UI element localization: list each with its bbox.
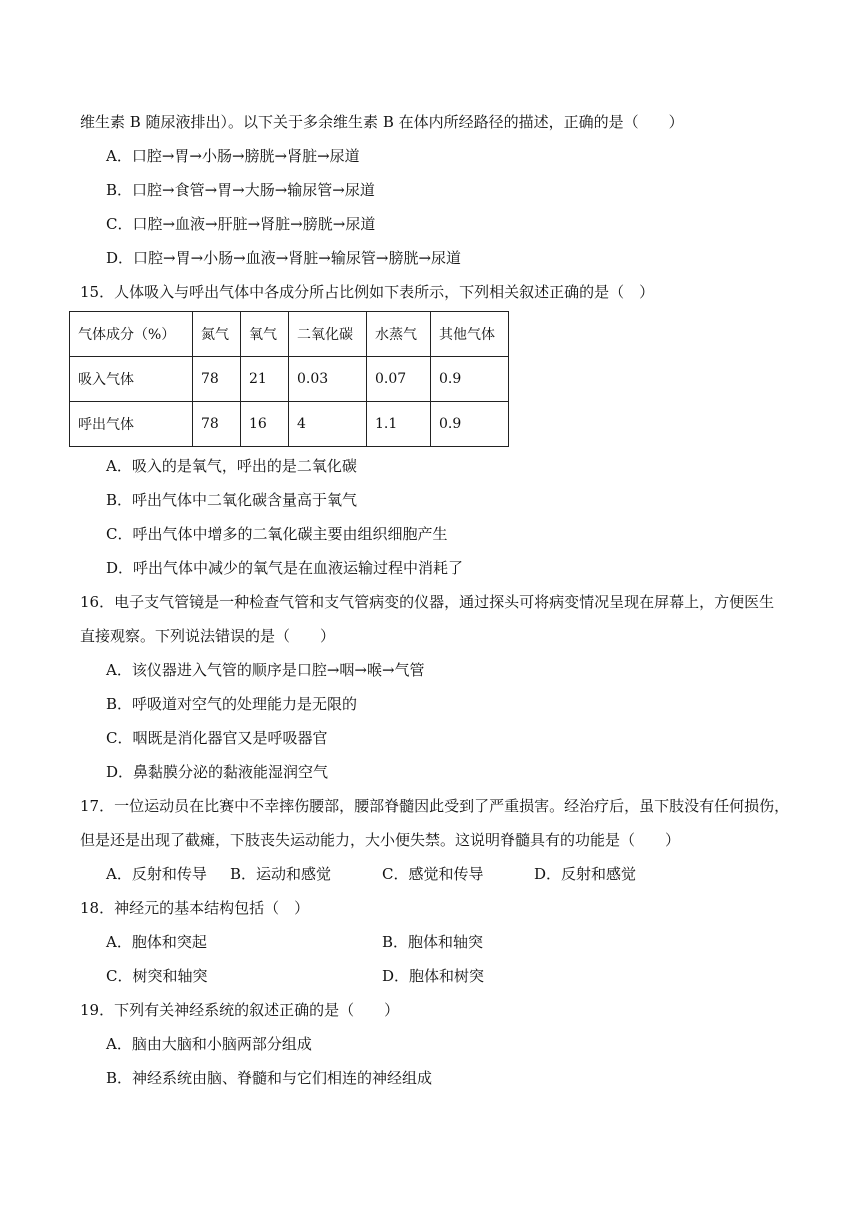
q14-stem-tail: 维生素 B 随尿液排出）。以下关于多余维生素 B 在体内所经路径的描述，正确的是（ ） (80, 113, 684, 131)
table-cell: 1.1 (367, 402, 431, 447)
q17-option-b: B．运动和感觉 (230, 865, 332, 883)
table-cell: 0.07 (367, 357, 431, 402)
q15-option-d: D．呼出气体中减少的氧气是在血液运输过程中消耗了 (106, 559, 464, 577)
q15-option-b: B．呼出气体中二氧化碳含量高于氧气 (106, 491, 358, 509)
q17-stem-line2: 但是还是出现了截瘫，下肢丧失运动能力，大小便失禁。这说明脊髓具有的功能是（ ） (80, 831, 681, 849)
table-cell: 78 (193, 357, 241, 402)
table-cell: 78 (193, 402, 241, 447)
q16-option-d: D．鼻黏膜分泌的黏液能湿润空气 (106, 763, 329, 781)
table-cell: 呼出气体 (70, 402, 193, 447)
q17-options-row (106, 864, 806, 884)
q18-options-row2 (106, 966, 806, 986)
q18-option-b: B．胞体和轴突 (382, 933, 484, 951)
table-header-cell: 二氧化碳 (289, 312, 367, 357)
table-cell: 21 (241, 357, 289, 402)
q18-option-c: C．树突和轴突 (106, 967, 208, 985)
gas-composition-table (69, 311, 509, 447)
table-header-cell: 其他气体 (431, 312, 509, 357)
q16-option-b: B．呼吸道对空气的处理能力是无限的 (106, 695, 358, 713)
q18-option-a: A．胞体和突起 (106, 933, 207, 951)
table-header-cell: 氮气 (193, 312, 241, 357)
q14-option-c: C．口腔→血液→肝脏→肾脏→膀胱→尿道 (106, 215, 376, 233)
table-cell: 吸入气体 (70, 357, 193, 402)
q19-stem: 19．下列有关神经系统的叙述正确的是（ ） (80, 1001, 400, 1019)
q14-option-a: A．口腔→胃→小肠→膀胱→肾脏→尿道 (106, 147, 360, 165)
table-header-cell: 气体成分（%） (70, 312, 193, 357)
table-cell: 0.9 (431, 402, 509, 447)
q15-option-a: A．吸入的是氧气，呼出的是二氧化碳 (106, 457, 357, 475)
q19-option-a: A．脑由大脑和小脑两部分组成 (106, 1035, 312, 1053)
table-cell: 16 (241, 402, 289, 447)
q16-stem-line2: 直接观察。下列说法错误的是（ ） (80, 627, 336, 645)
q14-option-b: B．口腔→食管→胃→大肠→输尿管→尿道 (106, 181, 375, 199)
q17-option-d: D．反射和感觉 (534, 865, 637, 883)
q15-stem: 15．人体吸入与呼出气体中各成分所占比例如下表所示，下列相关叙述正确的是（ ） (80, 283, 655, 301)
table-header-row (70, 312, 509, 357)
q17-stem-line1: 17．一位运动员在比赛中不幸摔伤腰部，腰部脊髓因此受到了严重损害。经治疗后，虽下肢没有任何损伤， (80, 797, 790, 815)
q15-option-c: C．呼出气体中增多的二氧化碳主要由组织细胞产生 (106, 525, 448, 543)
q14-option-d: D．口腔→胃→小肠→血液→肾脏→输尿管→膀胱→尿道 (106, 249, 462, 267)
q19-option-b: B．神经系统由脑、脊髓和与它们相连的神经组成 (106, 1069, 433, 1087)
q18-options-row1 (106, 932, 806, 952)
q18-option-d: D．胞体和树突 (382, 967, 485, 985)
q17-option-a: A．反射和传导 (106, 865, 207, 883)
q16-option-c: C．咽既是消化器官又是呼吸器官 (106, 729, 328, 747)
table-row (70, 357, 509, 402)
table-header-cell: 氧气 (241, 312, 289, 357)
table-cell: 4 (289, 402, 367, 447)
table-cell: 0.03 (289, 357, 367, 402)
table-row (70, 402, 509, 447)
q18-stem: 18．神经元的基本结构包括（ ） (80, 899, 310, 917)
q16-stem-line1: 16．电子支气管镜是一种检查气管和支气管病变的仪器，通过探头可将病变情况呈现在屏幕上，方便医生 (80, 593, 775, 611)
table-header-cell: 水蒸气 (367, 312, 431, 357)
q17-option-c: C．感觉和传导 (382, 865, 484, 883)
table-cell: 0.9 (431, 357, 509, 402)
q16-option-a: A．该仪器进入气管的顺序是口腔→咽→喉→气管 (106, 661, 425, 679)
